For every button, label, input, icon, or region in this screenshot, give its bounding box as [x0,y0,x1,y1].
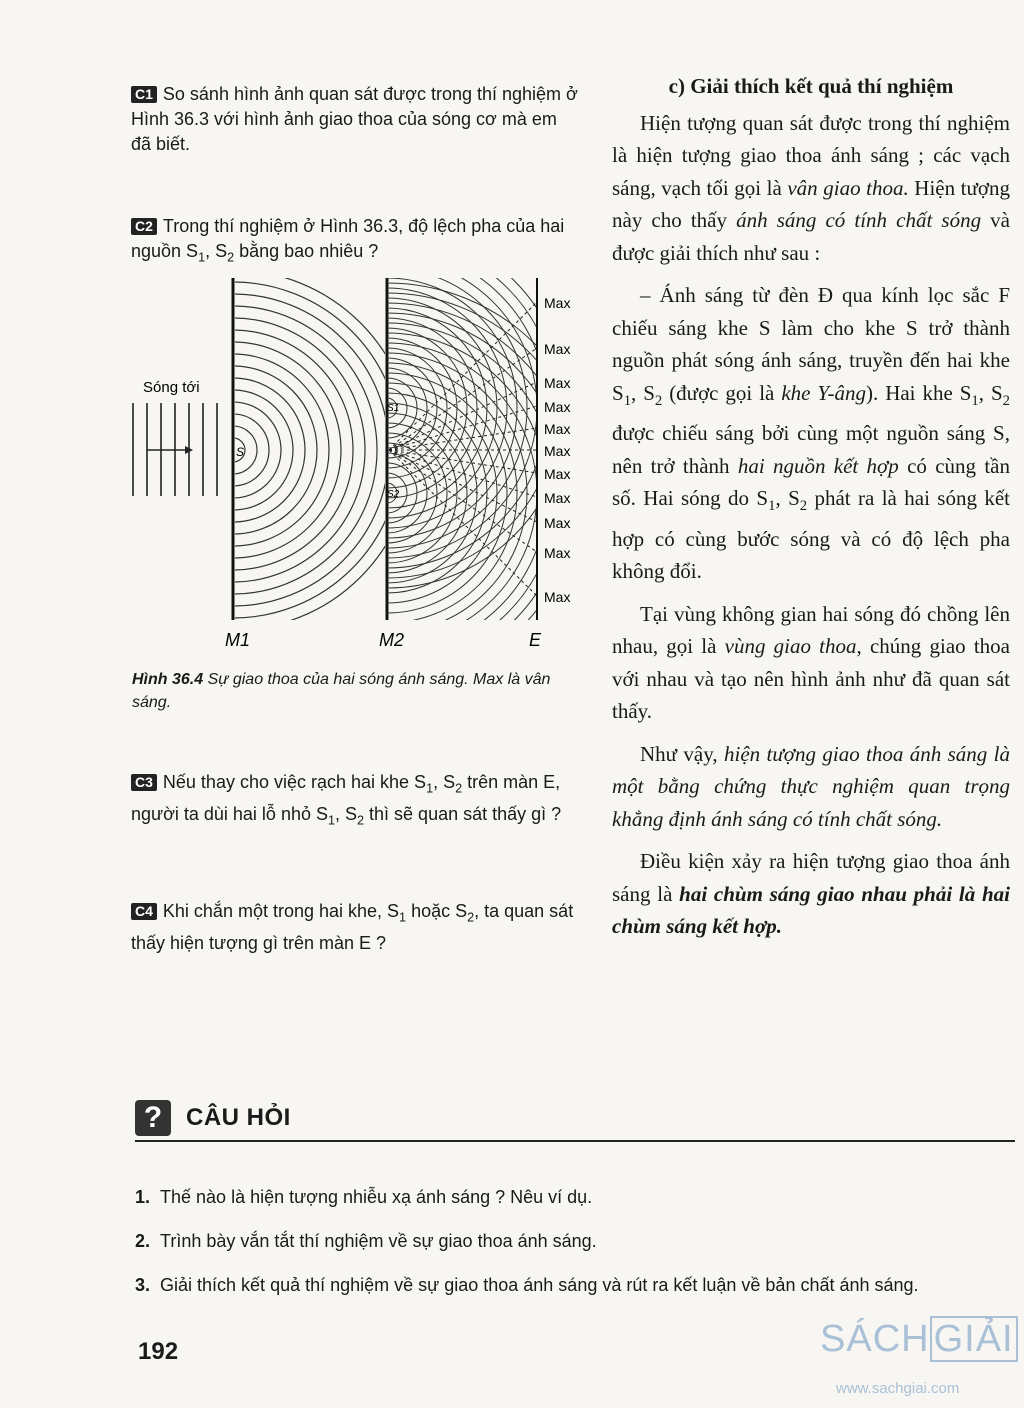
max-label: Max [544,295,571,311]
text: Hiện tượng này cho thấy [612,175,1010,232]
sub: 1 [768,498,776,515]
watermark-logo [820,1318,1018,1361]
watermark-brand-b: GIẢI [930,1316,1018,1362]
text: – Ánh sáng từ đèn Đ qua kính lọc sắc F chiếu sáng khe S làm cho khe S trở thành nguồn phát sóng ánh sáng, truyền đến hai khe S [612,283,1010,405]
page-number: 192 [138,1338,179,1365]
right-column [612,70,1010,943]
sub: 1 [399,910,407,925]
c3-text: , S [433,772,456,792]
c2-badge: C2 [131,218,157,235]
text: , S [978,380,1003,405]
sub: 1 [198,250,206,265]
source-s2-label: S2 [387,489,400,500]
c4-text: Khi chắn một trong hai khe, S [162,901,400,921]
sub: 2 [227,250,235,265]
max-label: Max [544,375,571,391]
source-s1-label: S1 [387,403,400,414]
question-number: 1. [135,1187,151,1207]
arcs-s1-s2 [177,278,590,658]
c4-text: , ta quan sát thấy hiện tượng gì trên màn E ? [131,901,574,953]
c3-text: , S [335,803,358,824]
question-c3 [131,770,581,833]
text: được chiếu sáng bởi cùng một nguồn sáng S, nên trở thành [612,421,1010,478]
text: ánh sáng có tính chất sóng [736,208,982,232]
interference-figure [125,278,590,658]
c1-badge: C1 [131,86,157,103]
text: Hiện tượng quan sát được trong thí nghiệm là hiện tượng giao thoa ánh sáng ; các vạch sáng, vạch tối gọi là [612,110,1010,200]
question-item [135,1184,1015,1210]
max-label: Max [544,589,571,605]
max-label: Max [544,466,571,482]
label-m1: M1 [225,630,251,650]
sub: 2 [455,781,463,796]
question-mark-glyph: ? [143,1101,163,1134]
paragraph-3 [612,598,1010,728]
c3-badge: C3 [131,774,157,791]
questions-title: CÂU HỎI [186,1104,291,1131]
figure-caption [132,668,582,714]
c2-text: bằng bao nhiêu ? [234,241,379,261]
caption-number: Hình 36.4 [132,671,204,688]
c4-badge: C4 [131,903,157,920]
question-text: Trình bày vắn tắt thí nghiệm về sự giao thoa ánh sáng. [160,1231,597,1251]
text: có cùng tần số. Hai sóng do S [612,453,1010,511]
c2-text: Trong thí nghiệm ở Hình 36.3, độ lệch pha của hai nguồn S [131,216,565,261]
paragraph-2 [612,279,1010,588]
text: Điều kiện xảy ra hiện tượng giao thoa ánh sáng là [612,849,1010,906]
text: phát ra là hai sóng kết hợp có cùng bước sóng và có độ lệch pha không đổi. [612,486,1010,584]
text: , S [631,380,655,405]
arrow-icon [147,446,193,454]
text: hai chùm sáng giao nhau phải là hai chùm sáng kết hợp. [612,881,1010,939]
section-heading: c) Giải thích kết quả thí nghiệm [668,74,954,98]
paragraph-1 [612,107,1010,270]
sub: 1 [327,813,335,828]
question-text: Thế nào là hiện tượng nhiễu xạ ánh sáng ? Nêu ví dụ. [160,1187,593,1207]
text: và được giải thích như sau : [612,208,1010,265]
wave-label: Sóng tới [143,379,200,396]
sub: 2 [799,498,808,515]
sub: 2 [467,910,475,925]
max-labels [544,295,570,605]
text: ). Hai khe S [866,380,972,405]
text: vân giao thoa. [787,175,909,200]
paragraph-5 [612,845,1010,943]
sub: 1 [623,392,632,409]
text: vùng giao thoa [724,634,857,659]
question-text: Giải thích kết quả thí nghiệm về sự giao thoa ánh sáng và rút ra kết luận về bản chất ánh sáng. [160,1275,919,1295]
source-s-label: S [236,445,245,459]
sub: 2 [357,813,365,828]
max-label: Max [544,399,571,415]
arcs-s [125,278,413,630]
question-number: 2. [135,1231,151,1251]
sub: 1 [426,781,434,796]
c3-text: Nếu thay cho việc rạch hai khe S [162,772,427,792]
max-label: Max [544,545,571,561]
question-item [135,1228,1015,1254]
max-label: Max [544,341,571,357]
max-label: Max [544,421,571,437]
text: , S [775,486,800,511]
c4-text: hoặc S [406,901,468,921]
paragraph-4 [612,738,1010,836]
question-c2 [131,214,581,271]
text: (được gọi là [662,380,782,405]
watermark-brand-a: SÁCH [820,1318,930,1360]
c2-text: , S [205,241,228,261]
text: hiện tượng giao thoa ánh sáng là một bằng chứng thực nghiệm quan trọng khẳng định ánh sáng có tính chất sóng. [612,741,1010,831]
sub: 2 [1002,392,1010,409]
question-item [135,1272,1015,1298]
question-c4 [131,899,586,956]
question-number: 3. [135,1275,151,1295]
questions-divider [135,1140,1015,1142]
max-label: Max [544,515,571,531]
label-m2: M2 [379,630,405,650]
c3-text: trên màn E, người ta dùi hai lỗ nhỏ S [131,772,561,824]
text: Như vậy, [640,741,724,766]
sub: 2 [654,392,663,409]
sub: 1 [971,392,979,409]
text: , chúng giao thoa với nhau và tạo nên hình ảnh như đã quan sát thấy. [612,634,1010,724]
question-icon [135,1100,171,1136]
text: khe Y-âng [781,380,867,405]
max-label: Max [544,490,571,506]
max-label: Max [544,443,571,459]
label-e: E [529,630,542,650]
c1-text: So sánh hình ảnh quan sát được trong thí nghiệm ở Hình 36.3 với hình ảnh giao thoa của sóng cơ mà em đã biết. [131,84,578,154]
text: Tại vùng không gian hai sóng đó chồng lên nhau, gọi là [612,601,1010,659]
watermark-url: www.sachgiai.com [836,1380,960,1397]
c3-text: thì sẽ quan sát thấy gì ? [364,803,562,824]
text: hai nguồn kết hợp [737,453,899,478]
question-c1 [131,82,581,157]
caption-text: Sự giao thoa của hai sóng ánh sáng. Max là vân sáng. [132,671,551,711]
